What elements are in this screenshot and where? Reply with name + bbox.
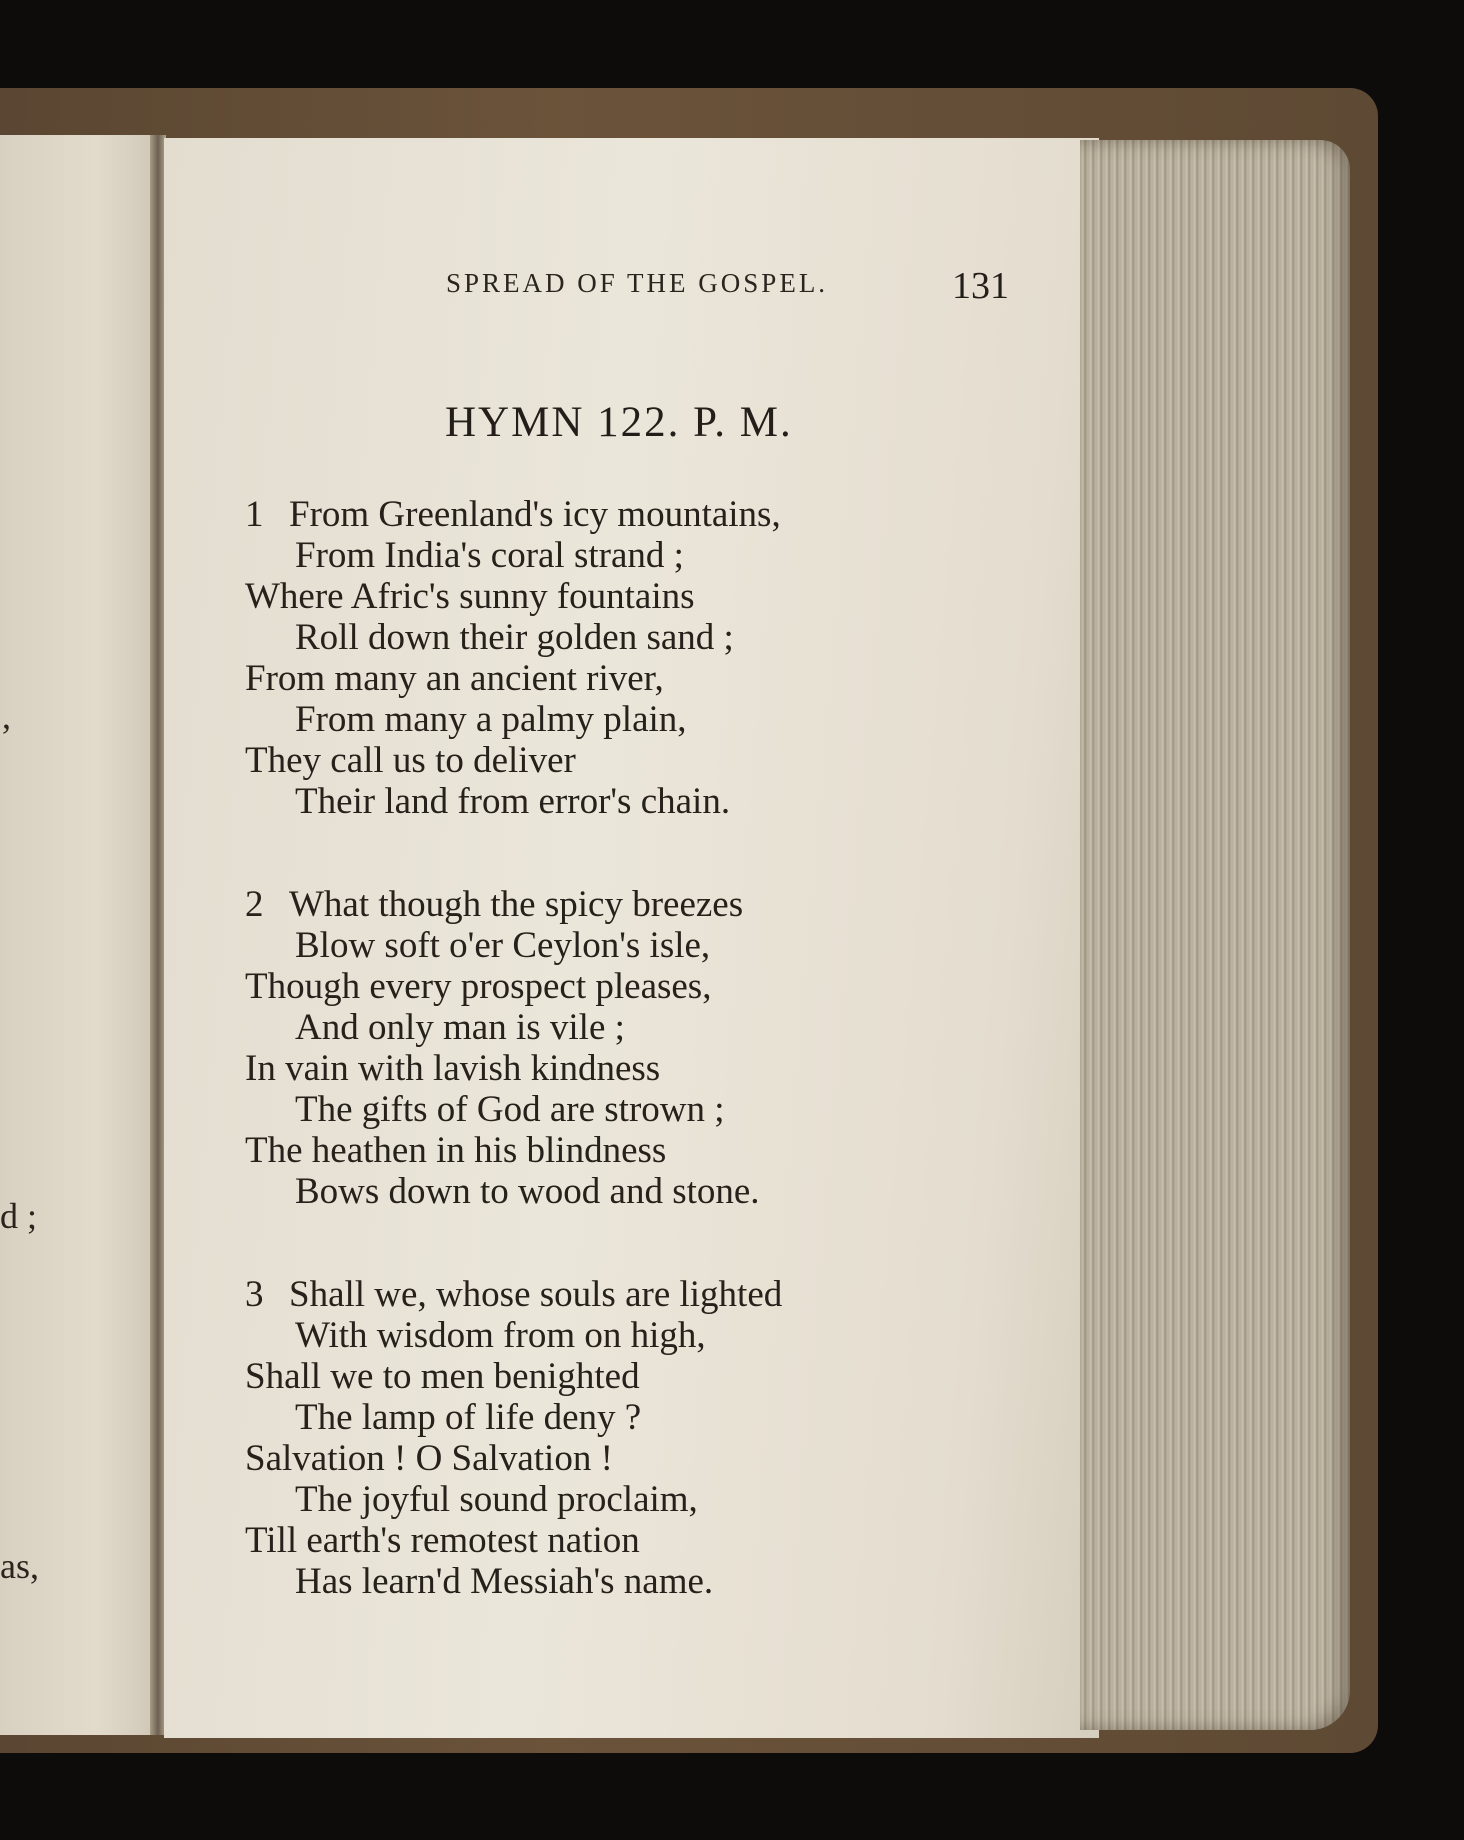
stanza-line: The heathen in his blindness [245,1130,667,1171]
stanza-line: Blow soft o'er Ceylon's isle, [295,925,711,966]
stanza-line: Where Afric's sunny fountains [245,576,695,617]
stanza-line: Bows down to wood and stone. [295,1171,760,1212]
stanza-line: From India's coral strand ; [295,535,684,576]
stanza-line: The lamp of life deny ? [295,1397,642,1438]
stanza-2 [245,884,965,1212]
stanza-line: Has learn'd Messiah's name. [295,1561,714,1602]
stanza-line: From many a palmy plain, [295,699,687,740]
stanza-line: They call us to deliver [245,740,576,781]
left-page [0,135,160,1735]
stanza-line: With wisdom from on high, [295,1315,706,1356]
stanza-line: 3 Shall we, whose souls are lighted [245,1274,783,1315]
page-number: 131 [952,265,1009,307]
page-edges [1080,140,1350,1730]
stanza-line: Till earth's remotest nation [245,1520,640,1561]
stanza-line: Shall we to men benighted [245,1356,640,1397]
stanza-line: Roll down their golden sand ; [295,617,734,658]
stanza-line: 1 From Greenland's icy mountains, [245,494,781,535]
stanza-line: Salvation ! O Salvation ! [245,1438,613,1479]
stanza-line: Though every prospect pleases, [245,966,712,1007]
stanza-line: Their land from error's chain. [295,781,731,822]
stanza-number: 3 [245,1274,264,1315]
stanza-line: The joyful sound proclaim, [295,1479,698,1520]
stanza-1 [245,494,965,822]
left-page-fragment: , [2,696,11,736]
stanza-3 [245,1274,965,1602]
stanza-number: 2 [245,884,264,925]
stanza-line: The gifts of God are strown ; [295,1089,725,1130]
running-head: SPREAD OF THE GOSPEL. [446,268,829,298]
stanza-number: 1 [245,494,264,535]
stanza-line: From many an ancient river, [245,658,664,699]
stanza-line: 2 What though the spicy breezes [245,884,744,925]
left-page-fragment: d ; [0,1196,38,1236]
left-page-fragment: as, [0,1546,39,1586]
stanza-line: And only man is vile ; [295,1007,625,1048]
stanza-line: In vain with lavish kindness [245,1048,661,1089]
hymn-title: HYMN 122. P. M. [445,399,793,446]
